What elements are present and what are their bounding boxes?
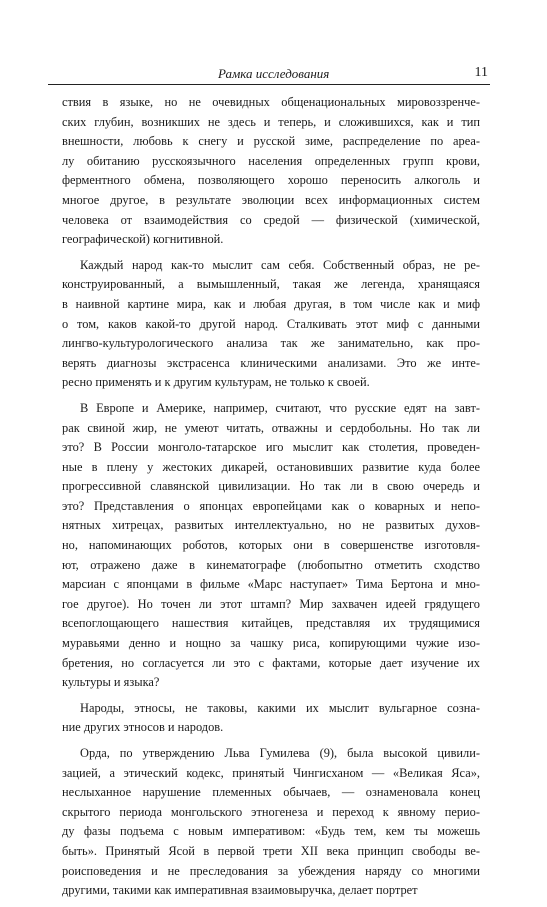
text-line: ные в плену у жестоких дикарей, остановивших развитие куда более — [62, 459, 480, 474]
text-line: лингво-культурологического анализа так же занимательно, как про- — [62, 336, 480, 351]
text-line: В Европе и Америке, например, считают, что русские едят на завт- — [80, 400, 480, 415]
text-line: конструированный, а вымышленный, такая же легенда, хранящаяся — [62, 277, 480, 292]
page-body — [62, 93, 480, 907]
text-line: многое другое, в результате эволюции всех информационных систем — [62, 192, 480, 207]
text-line: бретения, но согласуется ли это с фактами, которые дает изучение их — [62, 655, 480, 670]
text-line: в наивной картине мира, как и любая другая, в том числе как и миф — [62, 296, 480, 311]
text-line: марсиан с японцами в фильме «Марс наступает» Тима Бертона и мно- — [62, 577, 480, 592]
text-line: другими, такими как императивная взаимовыручка, делает портрет — [62, 883, 418, 898]
text-line: это? В России монголо-татарское иго мыслит как столетия, проведен- — [62, 440, 480, 455]
text-line: ют, отражено даже в кинематографе (любопытно отметить сходство — [62, 557, 480, 572]
text-line: Народы, этносы, не таковы, какими их мыслит вульгарное созна- — [80, 700, 480, 715]
text-line: человека от взаимодействия со средой — физической (химической, — [62, 212, 480, 227]
text-line: Орда, по утверждению Льва Гумилева (9), была высокой цивили- — [80, 746, 480, 760]
text-line: ских глубин, возникших не здесь и теперь, и сложившихся, как и тип — [62, 114, 480, 129]
running-header — [48, 66, 490, 83]
text-line: рак свиной жир, не умеют читать, отважны и сердобольны. Но так ли — [62, 420, 480, 435]
text-line: это? Представления о японцах европейцами как о коварных и непо- — [62, 498, 480, 513]
paragraph — [62, 744, 480, 901]
text-line: верять диагнозы экстрасенса клиническими анализами. Это же инте- — [62, 355, 480, 370]
page-number: 11 — [474, 65, 488, 80]
text-line: Каждый народ как-то мыслит сам себя. Собственный образ, не ре- — [80, 257, 480, 272]
text-line: неслыханное нарушение племенных обычаев, — ознаменовала конец — [62, 785, 480, 800]
text-line: ствия в языке, но не очевидных общенациональных мировоззренче- — [62, 95, 480, 109]
text-line: роисповедения и не преследования за убеждения наряду со многими — [62, 863, 480, 878]
text-line: муравьями денно и нощно за чашку риса, копирующими чужие изо- — [62, 636, 480, 651]
paragraph — [62, 699, 480, 738]
text-line: быть». Принятый Ясой в первой трети XII века принцип свободы ве- — [62, 843, 480, 858]
paragraph — [62, 93, 480, 250]
text-line: всепоглощающего нашествия китайцев, представляя их трудящимися — [62, 616, 480, 631]
text-line: ресно применять и к другим культурам, не только к своей. — [62, 375, 370, 390]
header-rule — [48, 84, 490, 85]
text-line: гое другое). Но точен ли этот штамп? Мир захвачен идеей грядущего — [62, 596, 480, 611]
paragraph — [62, 256, 480, 393]
text-line: скрытого периода монгольского этногенеза и переход к явному перио- — [62, 804, 480, 819]
text-line: ние других этносов и народов. — [62, 720, 224, 735]
text-line: лу обитанию русскоязычного населения определенных групп крови, — [62, 153, 480, 168]
running-header-title: Рамка исследования — [218, 66, 330, 81]
text-line: но, напоминающих роботов, которых они в совершенстве изготовля- — [62, 538, 480, 553]
text-line: нятных хитрецах, развитых интеллектуально, но не развитых духов- — [62, 518, 480, 533]
paragraph — [62, 399, 480, 693]
text-line: прогрессивной славянской цивилизации. Но так ли в свою очередь и — [62, 479, 480, 494]
text-line: зацией, а этический кодекс, принятый Чингисханом — «Великая Яса», — [62, 765, 480, 780]
text-line: географической) когнитивной. — [62, 232, 224, 247]
text-line: ду фазы подъема с новым императивом: «Будь тем, кем ты можешь — [62, 824, 480, 839]
text-line: внешности, любовь к снегу и русской зиме, распределение по ареа- — [62, 134, 480, 149]
text-line: о том, каков какой-то другой народ. Сталкивать этот миф с данными — [62, 316, 480, 331]
text-line: культуры и языка? — [62, 675, 160, 690]
text-line: ферментного обмена, позволяющего хорошо переносить алкоголь и — [62, 173, 480, 188]
